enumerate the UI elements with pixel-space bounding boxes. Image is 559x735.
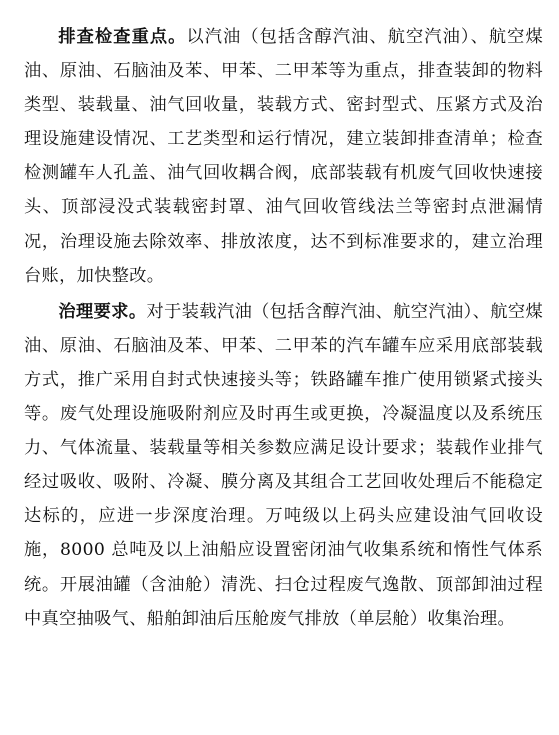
heading-inspection-focus: 排查检查重点。 [58,27,187,47]
heading-treatment-requirements: 治理要求。 [58,301,147,322]
paragraph-inspection-focus [24,20,543,293]
body-inspection-focus: 以汽油（包括含醇汽油、航空汽油）、航空煤油、原油、石脑油及苯、甲苯、二甲苯等为重点，排查装卸的物料类型、装载量、油气回收量，装载方式、密封型式、压紧方式及治理设施建设情况、工艺类型和运行情况，建立装卸排查清单；检查检测罐车人孔盖、油气回收耦合阀，底部装载有机废气回收快速接头、顶部浸没式装载密封罩、油气回收管线法兰等密封点泄漏情况，治理设施去除效率、排放浓度，达不到标准要求的，建立治理台账，加快整改。 [24,27,544,286]
paragraph-treatment-requirements [24,295,543,636]
body-treatment-requirements: 对于装载汽油（包括含醇汽油、航空汽油）、航空煤油、原油、石脑油及苯、甲苯、二甲苯的汽车罐车应采用底部装载方式，推广采用自封式快速接头等；铁路罐车推广使用锁紧式接头等。废气处理设施吸附剂应及时再生或更换，冷凝温度以及系统压力、气体流量、装载量等相关参数应满足设计要求；装载作业排气经过吸收、吸附、冷凝、膜分离及其组合工艺回收处理后不能稳定达标的，应进一步深度治理。万吨级以上码头应建设油气回收设施，8000 总吨及以上油船应设置密闭油气收集系统和惰性气体系统。开展油罐（含油舱）清洗、扫仓过程废气逸散、顶部卸油过程中真空抽吸气、船舶卸油后压舱废气排放（单层舱）收集治理。 [24,301,543,629]
